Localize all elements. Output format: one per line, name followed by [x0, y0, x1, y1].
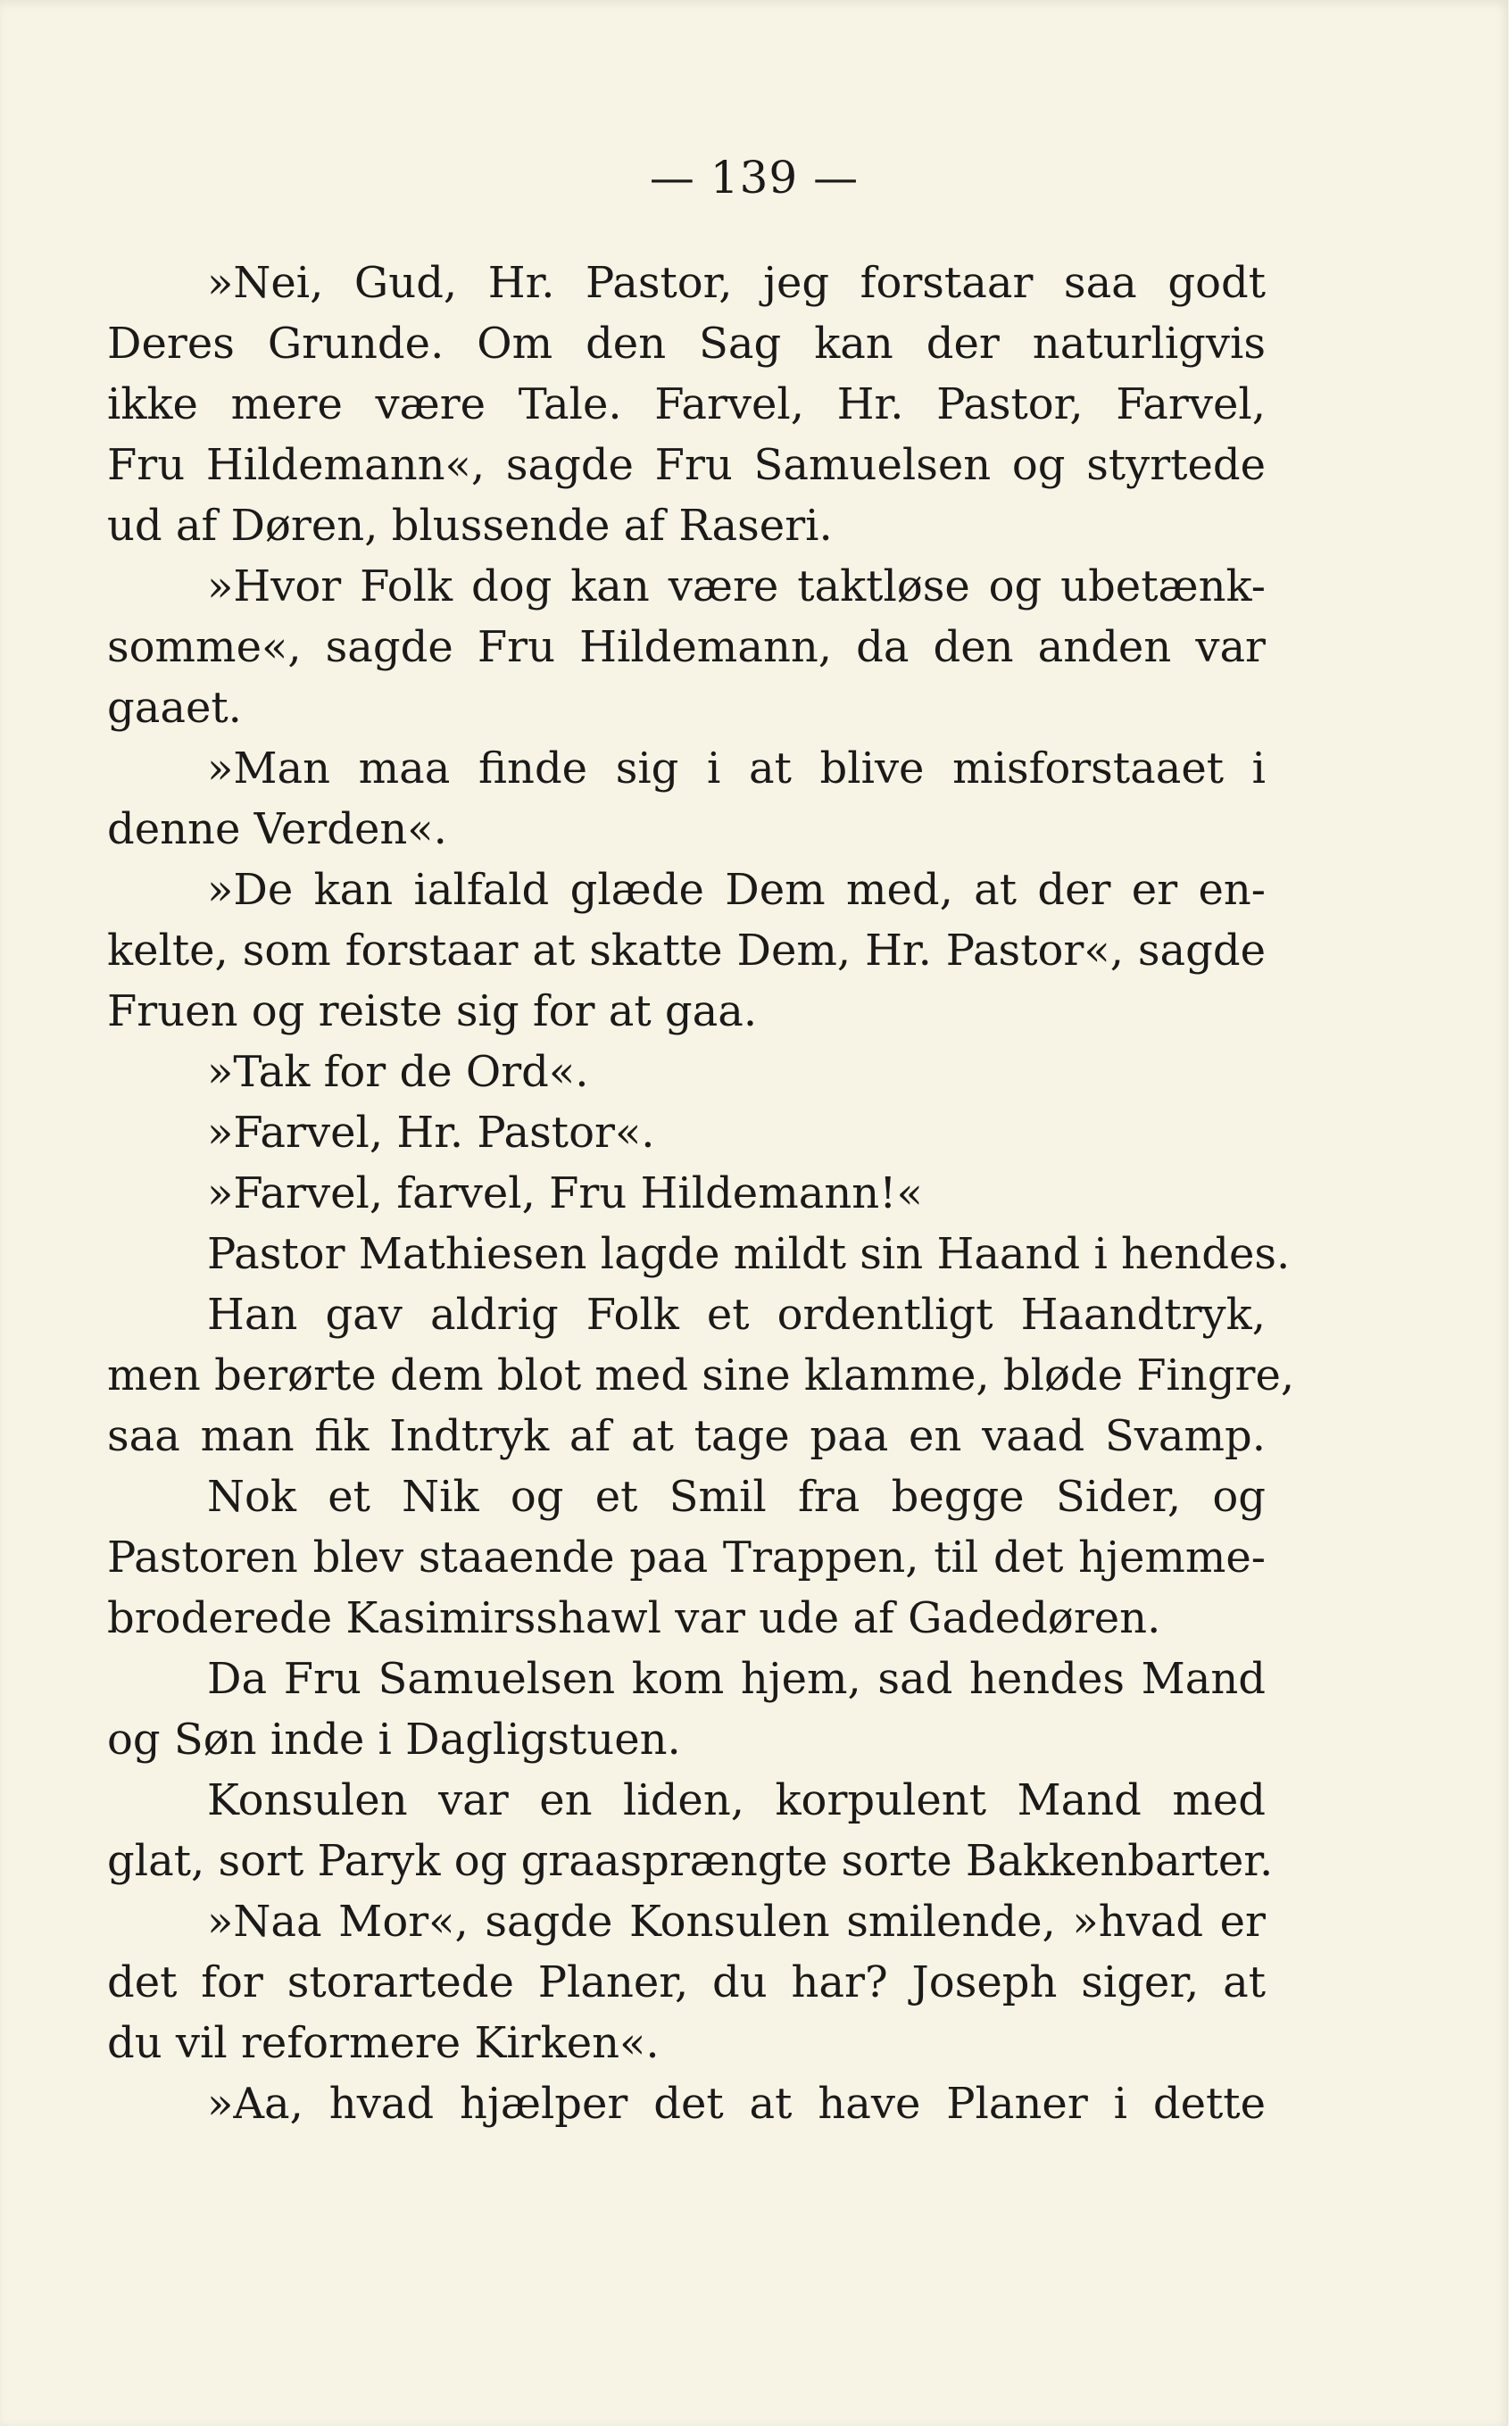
- text-line: »Farvel, farvel, Fru Hildemann!«: [207, 1168, 923, 1218]
- text-line: glat, sort Paryk og graasprængte sorte Bakkenbarter.: [107, 1836, 1274, 1886]
- text-line: du vil reformere Kirken«.: [107, 2018, 660, 2068]
- text-line: »Man maa finde sig i at blive misforstaaet i: [207, 744, 1266, 793]
- text-line: »Farvel, Hr. Pastor«.: [207, 1108, 655, 1158]
- text-line: »De kan ialfald glæde Dem med, at der er en-: [207, 865, 1266, 915]
- text-line: »Naa Mor«, sagde Konsulen smilende, »hvad er: [207, 1897, 1266, 1947]
- text-line: denne Verden«.: [107, 804, 447, 854]
- text-line: »Aa, hvad hjælper det at have Planer i dette: [207, 2079, 1266, 2129]
- body-text: [107, 253, 1295, 2134]
- text-line: somme«, sagde Fru Hildemann, da den anden var: [107, 622, 1266, 672]
- text-line: saa man fik Indtryk af at tage paa en vaad Svamp.: [107, 1411, 1266, 1461]
- text-line: »Hvor Folk dog kan være taktløse og ubetænk-: [207, 561, 1266, 611]
- text-line: ikke mere være Tale. Farvel, Hr. Pastor, Farvel,: [107, 379, 1266, 429]
- text-line: Pastoren blev staaende paa Trappen, til det hjemme-: [107, 1533, 1266, 1583]
- text-line: gaaet.: [107, 683, 242, 733]
- text-line: det for storartede Planer, du har? Joseph siger, at: [107, 1957, 1266, 2007]
- text-line: »Nei, Gud, Hr. Pastor, jeg forstaar saa godt: [207, 258, 1266, 308]
- text-line: Deres Grunde. Om den Sag kan der naturligvis: [107, 319, 1266, 369]
- text-line: Pastor Mathiesen lagde mildt sin Haand i hendes.: [207, 1229, 1291, 1279]
- page-number: — 139 —: [649, 152, 860, 204]
- text-line: broderede Kasimirsshawl var ude af Gadedøren.: [107, 1593, 1161, 1643]
- text-line: Fru Hildemann«, sagde Fru Samuelsen og styrtede: [107, 440, 1266, 490]
- text-line: og Søn inde i Dagligstuen.: [107, 1715, 681, 1765]
- page-edge: [1508, 0, 1512, 2426]
- text-line: Konsulen var en liden, korpulent Mand med: [207, 1775, 1266, 1825]
- text-line: Nok et Nik og et Smil fra begge Sider, og: [207, 1472, 1266, 1522]
- text-line: ud af Døren, blussende af Raseri.: [107, 501, 833, 551]
- text-line: Fruen og reiste sig for at gaa.: [107, 986, 758, 1036]
- text-line: Da Fru Samuelsen kom hjem, sad hendes Mand: [207, 1654, 1266, 1704]
- text-line: Han gav aldrig Folk et ordentligt Haandtryk,: [207, 1290, 1266, 1340]
- text-line: men berørte dem blot med sine klamme, bløde Fingre,: [107, 1350, 1295, 1400]
- text-line: kelte, som forstaar at skatte Dem, Hr. Pastor«, sagde: [107, 926, 1266, 976]
- text-line: »Tak for de Ord«.: [207, 1047, 589, 1097]
